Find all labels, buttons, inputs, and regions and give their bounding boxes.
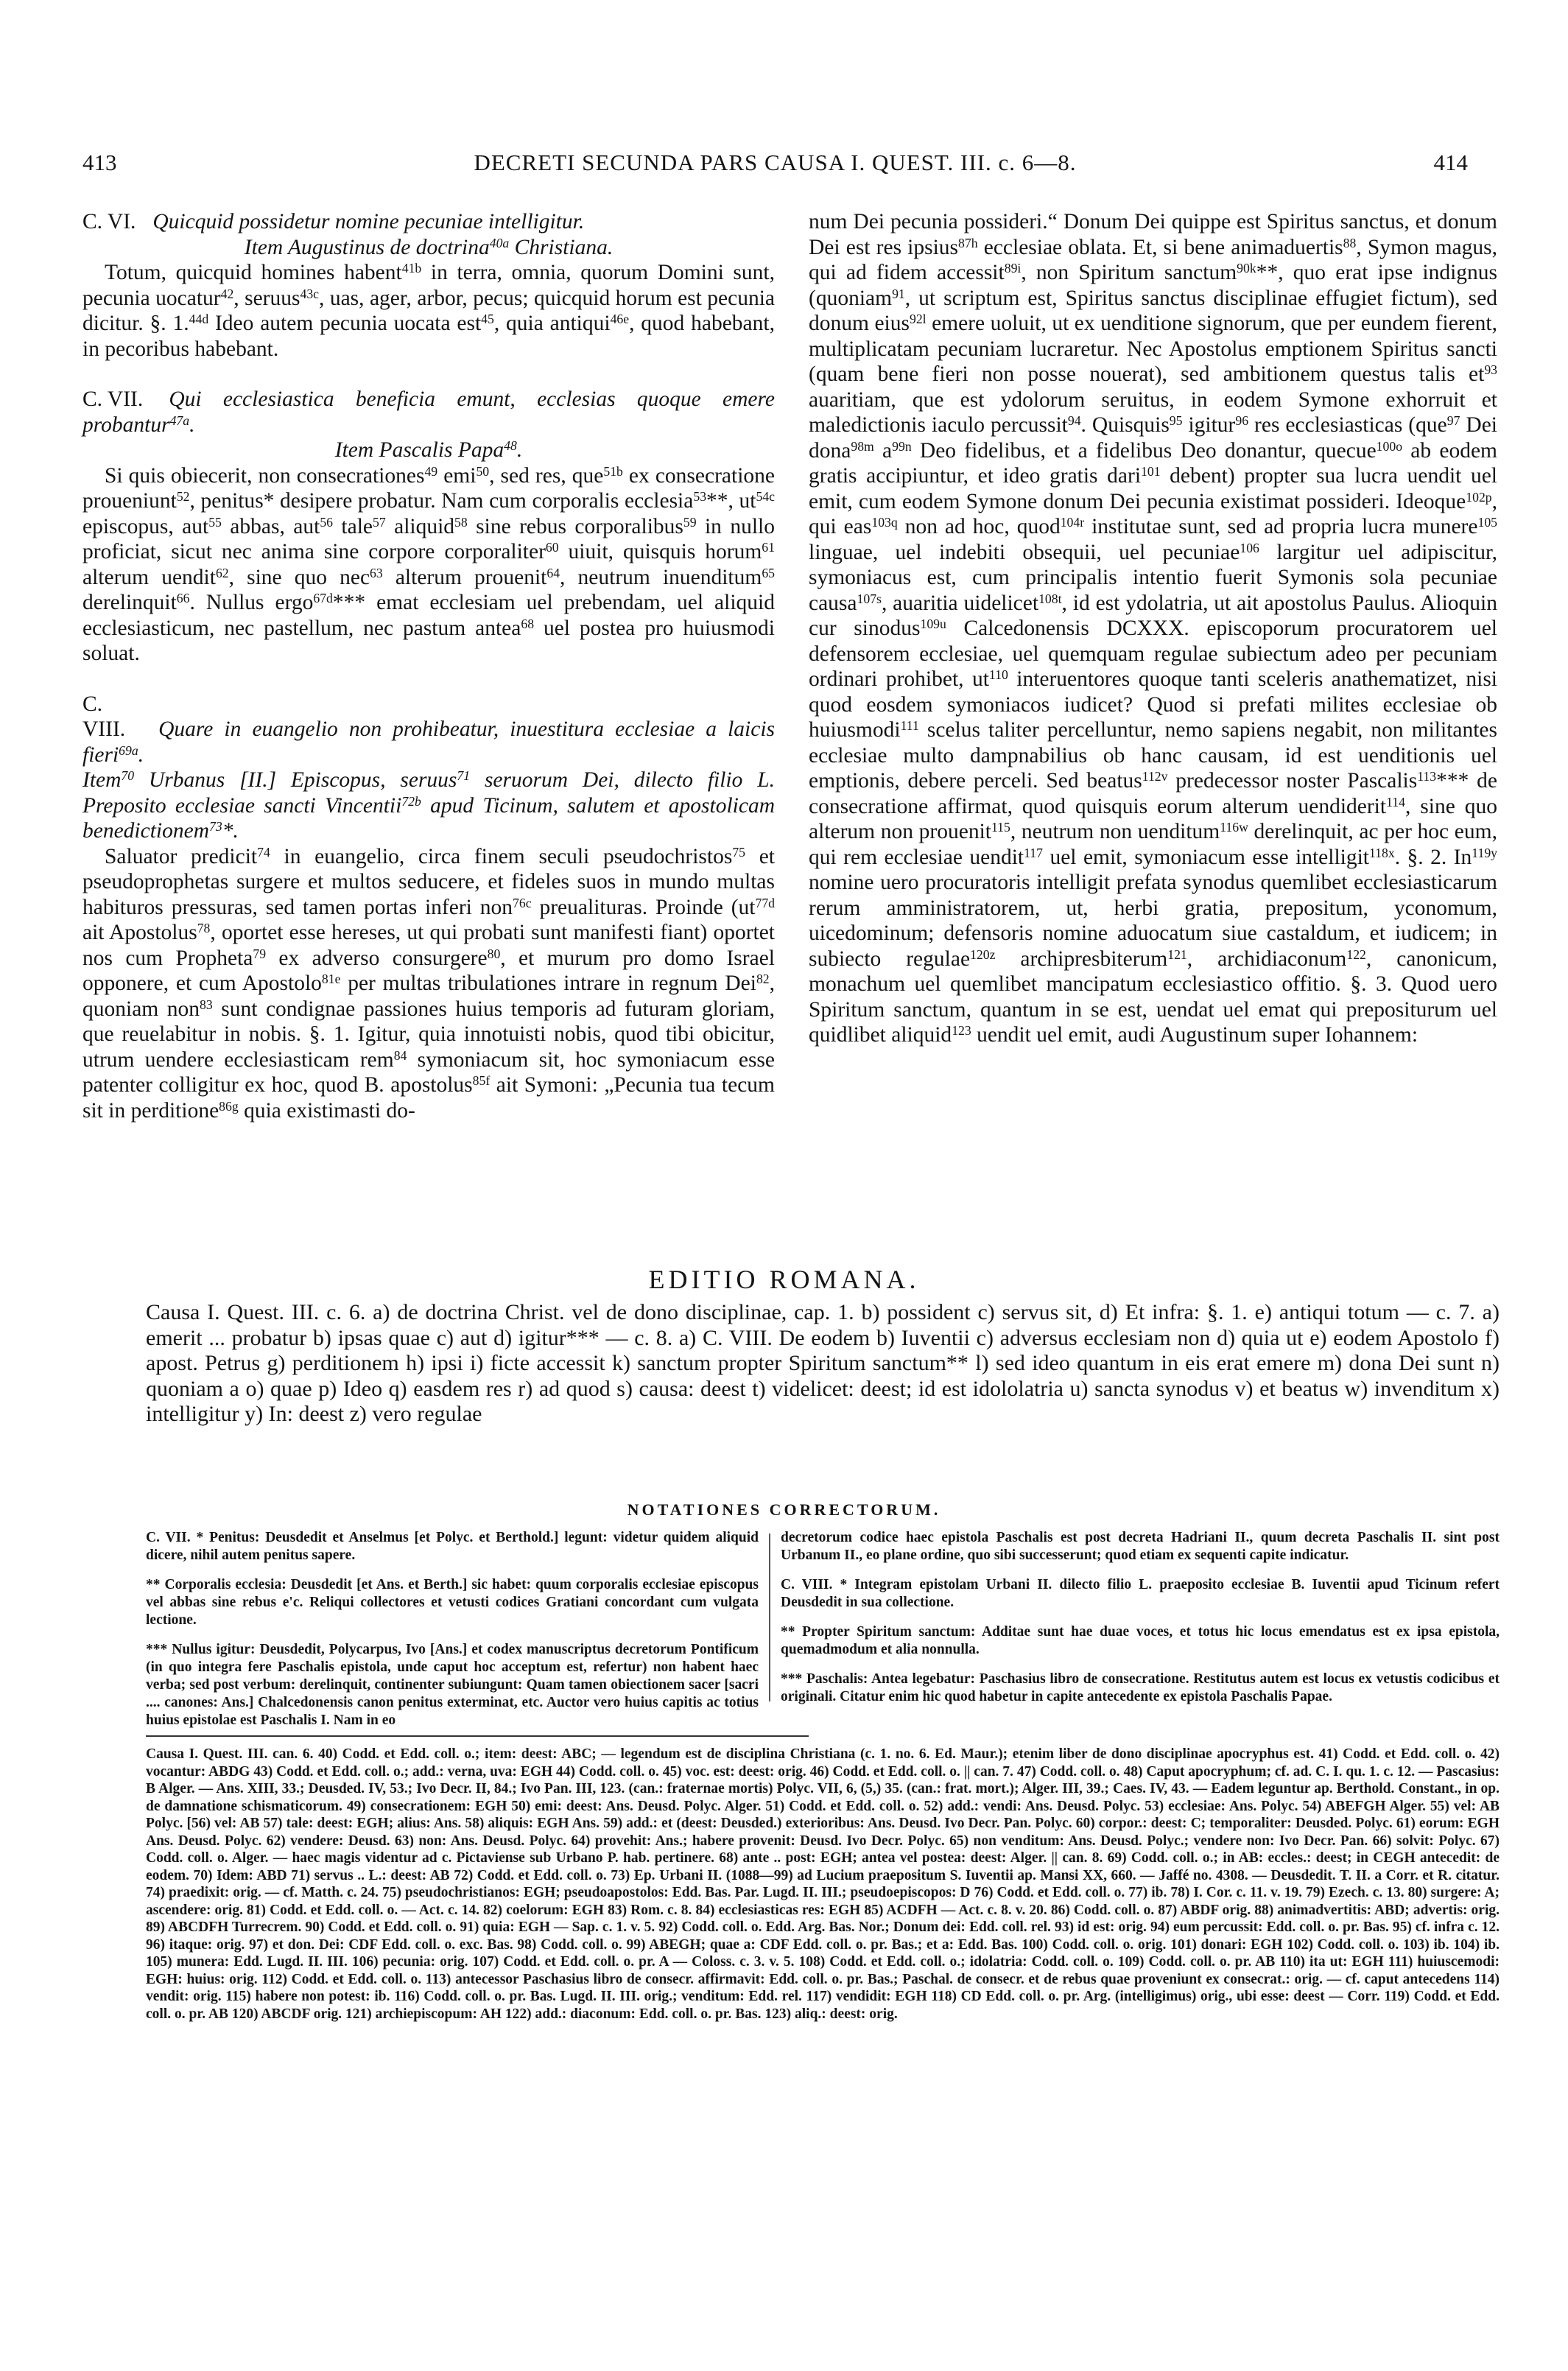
c8-source: Item$^{70}$ Urbanus [II.] Episcopus, seruus$^{71}$ seruorum Dei, dilecto filio L. Preposito ecclesiae sancti Vincentii$^{72b}$ apud Ticinum, salutem et apostolicam benedictionem$^{73}$*. xyxy=(82,768,775,843)
editio-romana-body xyxy=(146,1300,1500,1427)
c6-text: Totum, quicquid homines habent$^{41b}$ in terra, omnia, quorum Domini sunt, pecunia uocatur$^{42}$, seruus$^{43c}$, uas, ager, arbor, pecus; quicquid horum est pecunia dicitur. §. 1.$^{44d}$ Ideo autem pecunia uocata est$^{45}$, quia antiqui$^{46e}$, quod habebant, in pecoribus habebant. xyxy=(82,261,775,361)
c7-heading xyxy=(82,387,775,438)
notationes-title: NOTATIONES CORRECTORUM. xyxy=(627,1500,941,1519)
notationes-left-3: *** Nullus igitur: Deusdedit, Polycarpus, Ivo [Ans.] et codex manuscriptus decretorum Pontificum (in quo integra fere Paschalis epistola, unde caput hoc acceptum est, refertur) non habent haec verba; sed post verbum: derelinquit, continenter subiungunt: Quam tamen obiectionem sacer [sacri .... canones: Ans.] Chalcedonensis canon penitus exterminat, etc. Auctor vero huius capitis ac totius huius epistolae est Paschalis I. Nam in eo xyxy=(146,1642,759,1728)
notationes-left-1: C. VII. * Penitus: Deusdedit et Anselmus [et Polyc. et Berthold.] legunt: videtur quidem aliquid dicere, nihil autem penitus sapere. xyxy=(146,1530,759,1563)
notationes-right-1: decretorum codice haec epistola Paschalis est post decreta Hadriani II., quum decreta Paschalis II. sint post Urbanum II., eo plane ordine, quo sibi successerunt; quod etiam ex sequenti capite indicatur. xyxy=(781,1530,1500,1563)
left-column xyxy=(82,209,775,1123)
right-column-text: num Dei pecunia possideri.“ Donum Dei quippe est Spiritus sanctus, et donum Dei est res ipsius$^{87h}$ ecclesiae oblata. Et, si bene animaduertis$^{88}$, Symon magus, qui ad fidem accessit$^{89i}$, non Spiritum sanctum$^{90k}$**, quo erat ipse indignus (quoniam$^{91}$, ut scriptum est, Spiritus sanctus disciplinae effugiet fictum), sed donum eius$^{92l}$ emere uoluit, ut ex uenditione signorum, que per eundem fierent, multiplicatam pecuniam lucraretur. Nec Apostolus emptionem Spiritus sancti (quam bene fieri non posse nouerat), sed ambitionem questus talis $et^{93}$ auaritiam, que est ydolorum seruitus, in eodem Symone exhorruit et maledictionis iaculo percussit$^{94}$. Quisquis$^{95}$ igitur$^{96}$ res ecclesiasticas (que$^{97}$ Dei dona$^{98m}$ $a^{99n}$ Deo fidelibus, et a fidelibus Deo donantur, quecue$^{100o}$ ab eodem gratis accipiuntur, et ideo gratis dari$^{101}$ debent) propter sua lucra uendit uel emit, cum eodem Symone donum Dei pecunia existimat possideri. Ideoque$^{102p}$, qui eas$^{103q}$ non ad hoc, quod$^{104r}$ institutae sunt, sed ad propria lucra munere$^{105}$ linguae, uel indebiti obsequii, uel pecuniae$^{106}$ largitur uel adipiscitur, symoniacus est, cum principalis intentio fuerit Symonis sola pecuniae causa$^{107s}$, auaritia uidelicet$^{108t}$, id est ydolatria, ut ait apostolus Paulus. Alioquin cur sinodus$^{109u}$ Calcedonensis DCXXX. episcoporum procuratorem uel defensorem ecclesiae, uel quemquam regulae subiectum adeo per pecuniam ordinari prohibet, $ut^{110}$ interuentores quoque tanti sceleris anathematizet, nisi quod eosdem symoniacos iudicet? Quod si prefati milites ecclesiae ob huiusmodi$^{111}$ scelus taliter percelluntur, nemo sapiens negabit, non militantes ecclesiae multo dampnabilius ob hanc causam, id est uenditionis uel emptionis, debere perceli. Sed beatus$^{112v}$ predecessor noster Pascalis$^{113}$*** de consecratione affirmat, quod quisquis eorum alterum uendiderit$^{114}$, sine quo alterum non prouenit$^{115}$, neutrum non uenditum$^{116w}$ derelinquit, ac per hoc eum, qui rem ecclesiae uendit$^{117}$ uel emit, symoniacum esse intelligit$^{118x}$. §. 2. $In^{119y}$ nomine uero procuratoris intelligit prefata synodus quemlibet ecclesiasticarum rerum amministratorem, ut, herbi gratia, prepositum, yconomum, uicedominum; defensoris nomine aduocatum siue castaldum, et iudicem; in subiecto regulae$^{120z}$ archipresbiterum$^{121}$, archidiaconum$^{122}$, canonicum, monachum uel quemlibet mancipatum ecclesiastico offitio. §. 3. Quod uero Spiritum sanctum, quantum in se est, uendat uel emat qui prepositurum uel quidlibet aliquid$^{123}$ uendit uel emit, audi Augustinum super Iohannem: xyxy=(809,210,1498,1047)
c7-text: Si quis obiecerit, non consecrationes$^{49}$ emi$^{50}$, sed res, que$^{51b}$ ex consecratione proueniunt$^{52}$, penitus* desipere probatur. Nam cum corporalis ecclesia$^{53}$**, $ut^{54c}$ episcopus, aut$^{55}$ abbas, aut$^{56}$ tale$^{57}$ aliquid$^{58}$ sine rebus corporalibus$^{59}$ in nullo proficiat, sicut nec anima sine corpore corporaliter$^{60}$ uiuit, quisquis horum$^{61}$ alterum uendit$^{62}$, sine quo nec$^{63}$ alterum prouenit$^{64}$, neutrum inuenditum$^{65}$ derelinquit$^{66}$. Nullus ergo$^{67d}$*** emat ecclesiam uel prebendam, uel aliquid ecclesiasticum, nec pastellum, nec pastum antea$^{68}$ uel postea pro huiusmodi soluat. xyxy=(82,463,776,665)
notationes-right-3: ** Propter Spiritum sanctum: Additae sunt hae duae voces, et totus hic locus emendatus est ex ipsa epistola, quemadmodum et alia nonnulla. xyxy=(781,1624,1500,1657)
page-number-left: 413 xyxy=(82,150,117,175)
notationes-right-2: C. VIII. * Integram epistolam Urbani II. dilecto filio L. praeposito ecclesiae B. Iuventii apud Ticinum refert Deusdedit in sua collectione. xyxy=(781,1577,1500,1610)
c6-heading xyxy=(82,209,775,235)
apparatus-text: Causa I. Quest. III. can. 6. 40) Codd. et Edd. coll. o.; item: deest: ABC; — legendum est de disciplina Christiana (c. 1. no. 6. Ed. Maur.); etenim liber de dono disciplinae apocryphus est. 41) Codd. et Edd. coll. o. 42) vocantur: ABDG 43) Codd. et Edd. coll. o.; add.: verna, uva: EGH 44) Codd. coll. o. 45) voc. est: deest: orig. 46) Codd. et Edd. coll. o. || can. 7. 47) Codd. coll. o. 48) Caput apocryphum; cf. ad. C. I. qu. 1. c. 12. — Pascasius: B Alger. — Ans. XIII, 33.; Deusded. IV, 53.; Ivo Decr. II, 84.; Ivo Pan. III, 123. (can.: fraternae mortis) Polyc. VII, 6, (5,) 35. (can.: frat. mort.); Alger. III, 39.; Caes. IV, 43. — Eadem leguntur ap. Berthold. Constant., in op. de damnatione schismaticorum. 49) consecrationem: EGH 50) emi: deest: Ans. Deusd. Polyc. Alger. 51) Codd. et Edd. coll. o. 52) add.: vendi: Ans. Deusd. Polyc. 53) ecclesiae: Ans. Polyc. 54) ABEFGH Alger. 55) vel: AB Polyc. [56) vel: AB 57) tale: deest: EGH; alius: Ans. 58) aliquis: EGH Ans. 59) add.: et (deest: Deusded.) exterioribus: Ans. Deusd. Ivo Decr. Pan. Polyc. 60) corpor.: deest: C; temporaliter: Deusded. Polyc. 61) eorum: EGH Ans. Deusd. Polyc. 62) vendere: Deusd. 63) non: Ans. Deusd. Polyc. 64) provehit: Ans.; habere provenit: Deusd. Ivo Decr. Polyc. 65) non venditum: Ans. Deusd. Polyc.; vendere non: Ivo Decr. Pan. 66) solvit: Polyc. 67) Codd. coll. o. Alger. — haec magis videntur ad c. Pictaviense sub Urbano P. hab. pertinere. 68) ante .. post: EGH; antea vel postea: deest: Alger. || can. 8. 69) Codd. coll. o.; in AB: eccles.: deest; in CEGH antecedit: de eodem. 70) Idem: ABD 71) servus .. L.: deest: AB 72) Codd. et Edd. coll. o. 73) Ep. Urbani II. (1088—99) ad Lucium praepositum S. Iuventii ap. Mansi XX, 660. — Jaffé no. 4308. — Deusdedit. T. II. a Corr. et R. citatur. 74) praedixit: orig. — cf. Matth. c. 24. 75) pseudochristianos: EGH; pseudoapostolos: Edd. Bas. Par. Lugd. II. III.; pseudoepiscopos: D 76) Codd. et Edd. coll. o. 77) ib. 78) I. Cor. c. 11. v. 19. 79) Ezech. c. 13. 80) surgere: A; ascendere: orig. 81) Codd. et Edd. coll. o. — Act. c. 14. 82) coelorum: EGH 83) Rom. c. 8. 84) ecclesiasticas res: EGH 85) ACDFH — Act. c. 8. v. 20. 86) Codd. coll. o. 87) ABDF orig. 88) animadvertitis: ABD; advertis: orig. 89) ABCDFH Turrecrem. 90) Codd. et Edd. coll. o. 91) quia: EGH — Sap. c. 1. v. 5. 92) Codd. coll. o. Edd. Arg. Bas. Nor.; Donum dei: Edd. coll. rel. 93) id est: orig. 94) eum percussit: Edd. coll. o. pr. Bas. 95) cf. infra c. 12. 96) itaque: orig. 97) et don. Dei: CDF Edd. coll. o. exc. Bas. 98) Codd. coll. o. 99) ABEGH; quae a: CDF Edd. coll. o. pr. Bas.; et a: Edd. Bas. 100) Codd. coll. o. orig. 101) donari: EGH 102) Codd. coll. o. 103) ib. 104) ib. 105) munera: Edd. Lugd. II. III. 106) pecunia: orig. 107) Codd. et Edd. coll. o. pr. A — Coloss. c. 3. v. 5. 108) Codd. et Edd. coll. o.; idolatria: Codd. coll. o. 109) Codd. coll. o. pr. AB 110) ita ut: EGH 111) huiuscemodi: EGH: huius: orig. 112) Codd. et Edd. coll. o. 113) antecessor Paschasius libro de consecr. affirmavit: Edd. coll. o. pr. Bas.; Paschal. de consecr. et de rebus quae proveniunt ex consecrat.: orig. — cf. caput antecedens 114) vendit: orig. 115) habere non potest: ib. 116) Codd. coll. o. pr. Bas. Lugd. II. III. orig.; venditum: Edd. rel. 117) vendidit: EGH 118) CD Edd. coll. o. pr. Arg. (intelligimus) orig., ubi esse: deest — Corr. 119) Codd. et Edd. coll. o. pr. AB 120) ABCDF orig. 121) archiepiscopum: AH 122) add.: diaconum: Edd. coll. o. pr. Bas. 123) aliq.: deest: orig. xyxy=(146,1746,1500,2022)
notationes-left xyxy=(146,1529,759,1741)
apparatus-divider xyxy=(146,1735,809,1737)
c6-source: Item Augustinus de doctrina$^{40a}$ Christiana. xyxy=(244,235,614,259)
running-title: DECRETI SECUNDA PARS CAUSA I. QUEST. III. c. 6—8. xyxy=(474,150,1077,175)
page-header xyxy=(82,150,1468,179)
c8-text: Saluator predicit$^{74}$ in euangelio, circa finem seculi pseudochristos$^{75}$ et pseudoprophetas surgere et multos seducere, et fideles suos in mundo multas habituros pressuras, sed tamen portas inferi non$^{76c}$ preualituras. Proinde ($ut^{77d}$ ait Apostolus$^{78}$, oportet esse hereses, ut qui probati sunt manifesti fiant) oportet nos cum Propheta$^{79}$ ex adverso consurgere$^{80}$, et murum pro domo Israel opponere, et cum Apostolo$^{81e}$ per multas tribulationes intrare in regnum Dei$^{82}$, quoniam non$^{83}$ sunt condignae passiones huius temporis ad futuram gloriam, que reuelabitur in nobis. §. 1. Igitur, quia innotuisti nobis, quod tibi obicitur, utrum uendere ecclesiasticam rem$^{84}$ symoniacum sit, hoc symoniacum esse patenter colligitur ex hoc, quod B. apostolus$^{85f}$ ait Symoni: „Pecunia tua tecum sit in perditione$^{86g}$ quia existimasti do- xyxy=(82,844,776,1123)
c7-label: C. VII. xyxy=(82,387,144,411)
c7-rubric: Qui ecclesiastica beneficia emunt, ecclesias quoque emere probantur$^{47a}$. xyxy=(82,387,776,437)
notationes-left-2: ** Corporalis ecclesia: Deusdedit [et Ans. et Berth.] sic habet: quum corporalis ecclesiae episcopus vel abbas sine rebus e'c. Reliqui collectores et vetusti codices Gratiani concordant cum vulgata lectione. xyxy=(146,1577,759,1628)
page-number-right: 414 xyxy=(1433,150,1468,175)
c6-label: C. VI. xyxy=(82,210,136,233)
c8-heading xyxy=(82,692,775,768)
critical-apparatus xyxy=(146,1746,1500,2023)
notationes-right xyxy=(781,1529,1500,1718)
notationes-right-4: *** Paschalis: Antea legebatur: Paschasius libro de consecratione. Restitutus autem est locus ex vetustis codicibus et originali. Citatur enim hic quod habetur in capite antecedente ex epistola Paschalis Papae. xyxy=(781,1671,1500,1704)
editio-romana-text: Causa I. Quest. III. c. 6. a) de doctrina Christ. vel de dono disciplinae, cap. 1. b) possident c) servus sit, d) Et infra: §. 1. e) antiqui totum — c. 7. a) emerit ... probatur b) ipsas quae c) aut d) igitur*** — c. 8. a) C. VIII. De eodem b) Iuventii c) adversus ecclesiam non d) quia ut e) eodem Apostolo f) apost. Petrus g) perditionem h) ipsi i) ficte accessit k) sanctum propter Spiritum sanctum** l) sed ideo quantum in eis erat emere m) dona Dei sunt n) quoniam a o) quae p) Ideo q) easdem res r) ad quod s) causa: deest t) videlicet: deest; id est idololatria u) sancta synodus v) et beatus w) invenditum x) intelligitur y) In: deest z) vero regulae xyxy=(146,1300,1500,1426)
c6-rubric: Quicquid possidetur nomine pecuniae intelligitur. xyxy=(152,210,585,233)
c8-label: C. VIII. xyxy=(82,692,126,741)
editio-romana-title: EDITIO ROMANA. xyxy=(648,1265,920,1294)
notationes-divider xyxy=(769,1534,770,1701)
right-column xyxy=(809,209,1497,1048)
c8-rubric: Quare in euangelio non prohibeatur, inuestitura ecclesiae a laicis fieri$^{69a}$. xyxy=(82,717,776,767)
c7-source: Item Pascalis Papa$^{48}$. xyxy=(334,438,523,462)
